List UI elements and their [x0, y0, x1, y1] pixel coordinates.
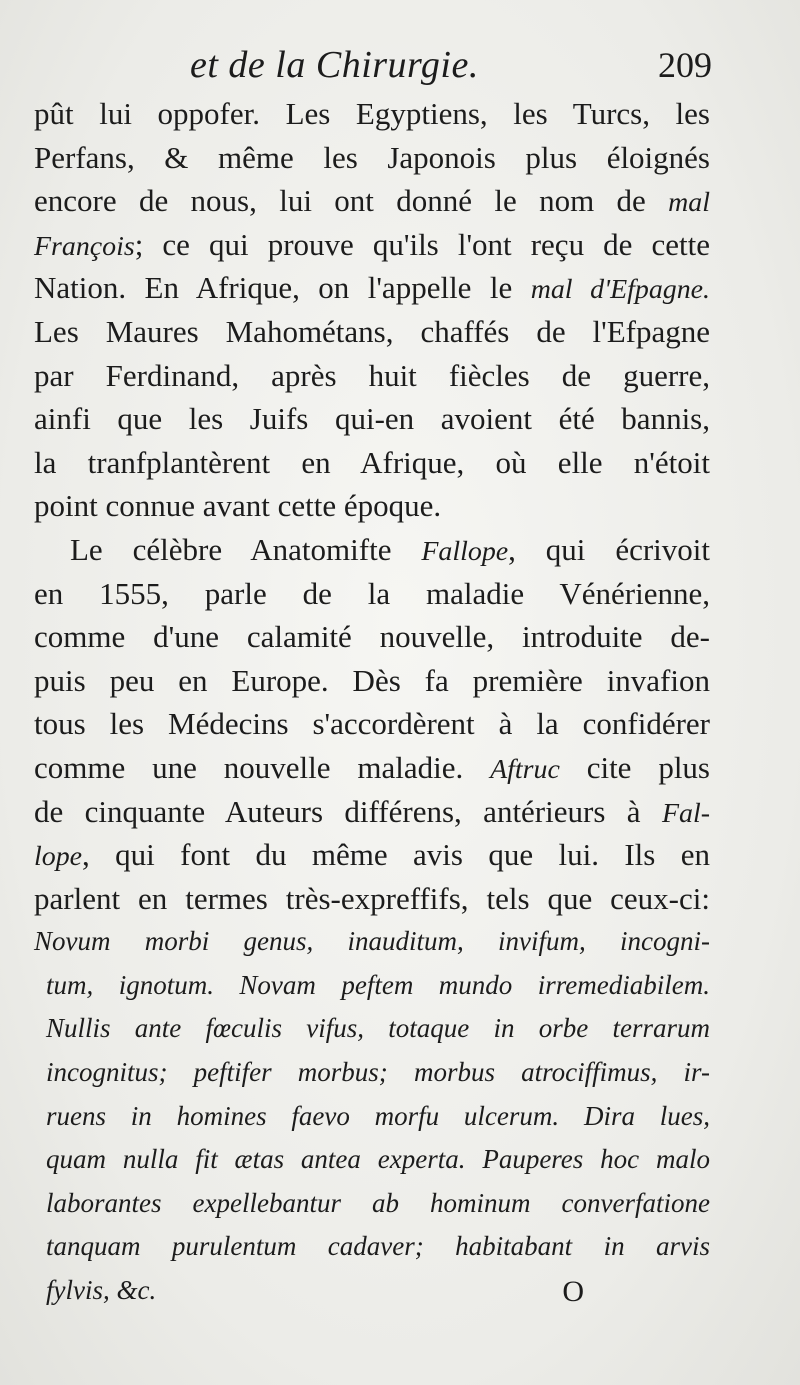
roman-text: la tranfplantèrent en Afrique, où elle n'étoit: [34, 444, 710, 480]
italic-text: Nullis ante fœculis vifus, totaque in orbe terrarum: [46, 1013, 710, 1044]
text-line: [34, 136, 710, 180]
text-line: [34, 702, 710, 746]
text-line: [34, 964, 710, 1008]
text-line: [34, 833, 710, 877]
text-line: [34, 1138, 710, 1182]
text-line: [34, 746, 710, 790]
roman-text: , qui écrivoit: [508, 531, 711, 567]
italic-text: fylvis, &c.: [46, 1275, 157, 1306]
text-line: [34, 659, 710, 703]
italic-text: laborantes expellebantur ab hominum converfatione: [46, 1187, 710, 1218]
roman-text: Perfans, & même les Japonois plus éloignés: [34, 139, 710, 175]
roman-text: en 1555, parle de la maladie Vénérienne,: [34, 575, 710, 611]
text-line: [34, 1269, 710, 1313]
italic-text: lope: [34, 841, 83, 873]
text-line: [34, 1007, 710, 1051]
italic-text: François: [34, 230, 135, 262]
text-line: [34, 441, 710, 485]
roman-text: Le célèbre Anatomifte: [70, 531, 422, 567]
italic-text: Aftruc: [490, 753, 560, 785]
roman-text: puis peu en Europe. Dès fa première invafion: [34, 662, 710, 698]
text-line: [34, 1051, 710, 1095]
text-line: [34, 310, 710, 354]
text-line: [34, 397, 710, 441]
body-text: [34, 92, 710, 1313]
roman-text: parlent en termes très-expreffifs, tels que ceux-ci:: [34, 880, 710, 916]
page-header: [190, 40, 712, 90]
italic-text: tanquam purulentum cadaver; habitabant in arvis: [46, 1231, 710, 1262]
italic-text: ruens in homines faevo morfu ulcerum. Dira lues,: [46, 1100, 710, 1131]
roman-text: ainfi que les Juifs qui-en avoient été bannis,: [34, 401, 710, 437]
roman-text: , qui font du même avis que lui. Ils en: [82, 837, 710, 873]
roman-text: cite plus: [559, 749, 710, 785]
roman-text: Nation. En Afrique, on l'appelle le: [34, 270, 531, 306]
roman-text: de cinquante Auteurs différens, antérieurs à: [34, 793, 662, 829]
roman-text: tous les Médecins s'accordèrent à la confidérer: [34, 706, 710, 742]
italic-text: Novum morbi genus, inauditum, invifum, incogni-: [34, 926, 710, 957]
italic-text: incognitus; peftifer morbus; morbus atrociffimus, ir-: [46, 1057, 710, 1088]
catchword: O: [562, 1275, 584, 1308]
italic-text: quam nulla fit ætas antea experta. Pauperes hoc malo: [46, 1144, 710, 1175]
text-line: [34, 1225, 710, 1269]
roman-text: comme une nouvelle maladie.: [34, 749, 491, 785]
page-number: 209: [658, 45, 712, 85]
text-line: [34, 1095, 710, 1139]
text-line: [34, 92, 710, 136]
text-line: [34, 179, 710, 223]
text-line: [34, 266, 710, 310]
roman-text: pût lui oppofer. Les Egyptiens, les Turcs, les: [34, 96, 710, 131]
text-line: [34, 615, 710, 659]
running-title: et de la Chirurgie.: [190, 44, 479, 86]
text-line: [34, 484, 710, 528]
roman-text: point connue avant cette époque.: [34, 488, 442, 524]
text-line: [34, 354, 710, 398]
italic-text: mal d'Efpagne.: [530, 274, 711, 306]
text-line: [34, 528, 710, 572]
italic-text: Fallope: [421, 535, 509, 567]
text-line: [34, 877, 710, 921]
roman-text: ; ce qui prouve qu'ils l'ont reçu de cette: [134, 226, 710, 262]
italic-text: mal: [668, 187, 710, 219]
italic-text: tum, ignotum. Novam peftem mundo irremediabilem.: [46, 969, 710, 1000]
roman-text: Les Maures Mahométans, chaffés de l'Efpagne: [34, 313, 710, 349]
text-line: [34, 1182, 710, 1226]
italic-text: Fal-: [661, 797, 710, 829]
text-line: [34, 920, 710, 964]
text-line: [34, 572, 710, 616]
text-line: [34, 790, 710, 834]
roman-text: par Ferdinand, après huit fiècles de guerre,: [34, 357, 710, 393]
roman-text: comme d'une calamité nouvelle, introduite de-: [34, 619, 710, 655]
roman-text: encore de nous, lui ont donné le nom de: [34, 183, 669, 219]
text-line: [34, 223, 710, 267]
